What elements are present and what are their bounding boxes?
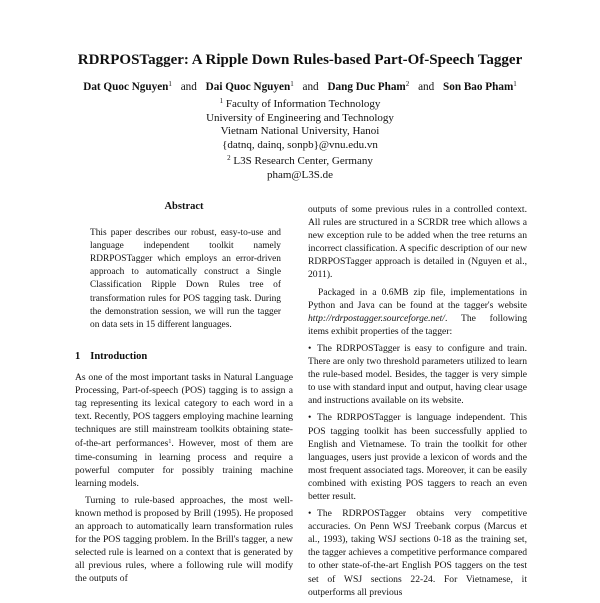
paragraph: Packaged in a 0.6MB zip file, implementations in Python and Java can be found at the tagger's website http://rdrpostagger.sourceforge.net/. The following items exhibit properties of the tagger:: [308, 286, 527, 337]
abstract-text: This paper describes our robust, easy-to-use and language independent toolkit namely RDRPOSTagger which employs an error-driven approach to automatically construct a Single Classification Ripple Down Rules tree of transformation rules for POS tagging task. During the demonstration session, we will run the tagger on data sets in 15 different languages.: [90, 228, 281, 330]
author-connector: and: [418, 81, 435, 93]
section-number: 1: [75, 350, 81, 362]
paragraph: As one of the most important tasks in Natural Language Processing, Part-of-speech (POS) tagging is to assign a tag representing its lexical category to each word in a text. Recently, POS taggers employing machine learning techniques are still mainstream toolkits obtaining state-of-the-art performances$^1$. However, most of them are time-consuming in learning process and require a powerful computer for possibly training machine learning models.: [75, 371, 293, 489]
affiliation-line: University of Engineering and Technology: [206, 111, 394, 124]
affiliation-line: $^1$ Faculty of Information Technology: [219, 97, 381, 110]
right-column: [308, 203, 527, 603]
left-column: [75, 200, 293, 589]
author-name: Dat Quoc Nguyen: [83, 81, 169, 93]
affiliations: [0, 95, 600, 182]
author-name: Son Bao Pham: [443, 81, 514, 93]
author-affil-mark: 2: [405, 80, 410, 88]
bullet-icon: •: [308, 342, 312, 354]
bullet-item: • The RDRPOSTagger is easy to configure and train. There are only two threshold parameters utilized to learn the rule-based model. Besides, the tagger is very simple to use with standard input and output, having clear usage and instructions available on its website.: [308, 342, 527, 407]
author-affil-mark: 1: [290, 80, 294, 88]
section-heading: [75, 350, 293, 363]
affil-mark: 2: [227, 154, 231, 162]
author-connector: and: [302, 81, 319, 93]
bullet-item: • The RDRPOSTagger is language independent. This POS tagging toolkit has been successfully applied to English and Vietnamese. To train the toolkit for other languages, users just provide a lexicon of words and the most frequent associated tags. Moreover, it can be easily combined with existing POS taggers to reach an even better result.: [308, 412, 527, 502]
author-affil-mark: 1: [513, 80, 517, 88]
affiliation-line: $^2$ L3S Research Center, Germany: [227, 154, 373, 167]
author-name: Dai Quoc Nguyen: [205, 81, 291, 93]
section-title: Introduction: [90, 350, 148, 362]
affil-mark: 1: [219, 97, 224, 105]
website-link[interactable]: http://rdrpostagger.sourceforge.net/: [308, 312, 445, 324]
author-line: [0, 80, 600, 93]
footnote-mark: 1: [168, 439, 172, 446]
bullet-item: • The RDRPOSTagger obtains very competitive accuracies. On Penn WSJ Treebank corpus (Marcus et al., 1993), taking WSJ sections 0-18 as the training set, the tagger achieves a competitive performance compared to other state-of-the-art English POS taggers on the test set of WSJ sections 22-24. For Vietnamese, it outperforms all previous: [308, 508, 527, 598]
affiliation-line: Vietnam National University, Hanoi: [220, 125, 380, 137]
paragraph: Turning to rule-based approaches, the most well-known method is proposed by Brill (1995). He proposed an approach to automatically learn transformation rules for the POS tagging problem. In the Brill's tagger, a new selected rule is learned on a context that is generated by all previous rules, where a following rule will modify the outputs of: [75, 494, 293, 585]
bullet-icon: •: [308, 412, 312, 424]
paper-title: RDRPOSTagger: A Ripple Down Rules-based Part-Of-Speech Tagger: [77, 52, 523, 68]
bullet-icon: •: [308, 508, 312, 520]
email-line: {datnq, dainq, sonpb}@vnu.edu.vn: [222, 138, 378, 151]
author-connector: and: [180, 81, 197, 93]
paragraph: outputs of some previous rules in a controlled context. All rules are structured in a SCRDR tree which allows a new exception rule to be added when the tree returns an incorrect classification. A specific description of our new RDRPOSTagger approach is detailed in (Nguyen et al., 2011).: [308, 204, 527, 281]
email-line: pham@L3S.de: [266, 168, 334, 181]
abstract-heading: Abstract: [164, 201, 204, 212]
author-name: Dang Duc Pham: [327, 81, 406, 93]
author-affil-mark: 1: [168, 80, 172, 88]
